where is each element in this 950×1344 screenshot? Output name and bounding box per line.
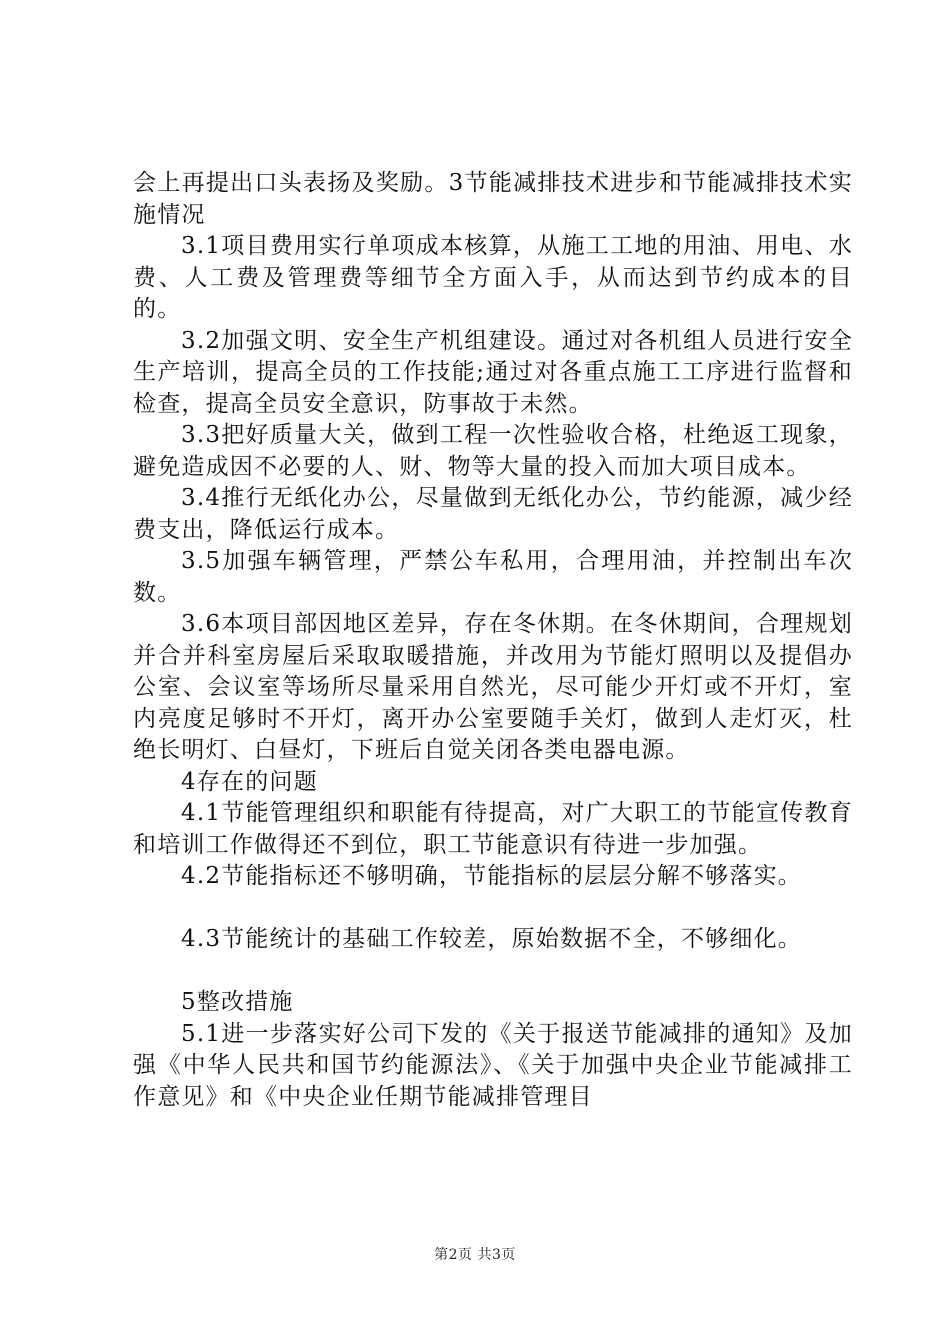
paragraph-4-1: 4.1节能管理组织和职能有待提高，对广大职工的节能宣传教育和培训工作做得还不到位，职工节能意识有待进一步加强。 — [133, 800, 853, 858]
paragraph-3-1: 3.1项目费用实行单项成本核算，从施工工地的用油、用电、水费、人工费及管理费等细节全方面入手，从而达到节约成本的目的。 — [133, 233, 853, 322]
paragraph-3-2: 3.2加强文明、安全生产机组建设。通过对各机组人员进行安全生产培训，提高全员的工作技能;通过对各重点施工工序进行监督和检查，提高全员安全意识，防事故于未然。 — [133, 327, 853, 417]
page-number-label: 第2页 共3页 — [434, 1247, 516, 1263]
paragraph-1: 会上再提出口头表扬及奖励。3节能减排技术进步和节能减排技术实施情况 — [133, 170, 853, 228]
paragraph-4-2: 4.2节能指标还不够明确，节能指标的层层分解不够落实。 — [181, 863, 802, 889]
paragraph-spacer — [133, 956, 853, 988]
paragraph-3-6: 3.6本项目部因地区差异，存在冬休期。在冬休期间，合理规划并合并科室房屋后采取取暖措施，并改用为节能灯照明以及提倡办公室、会议室等场所尽量采用自然光，尽可能少开灯或不开灯，室内亮度足够时不开灯，离开办公室要随手关灯，做到人走灯灭，杜绝长明灯、白昼灯，下班后自觉关闭各类电器电源。 — [133, 611, 853, 763]
paragraph-5-1: 5.1进一步落实好公司下发的《关于报送节能减排的通知》及加强《中华人民共和国节约能源法》、《关于加强中央企业节能减排工作意见》和《中央企业任期节能减排管理目 — [133, 1020, 853, 1110]
paragraph-4-3: 4.3节能统计的基础工作较差，原始数据不全，不够细化。 — [181, 926, 802, 952]
paragraph-spacer — [133, 893, 853, 925]
paragraph-3-3: 3.3把好质量大关，做到工程一次性验收合格，杜绝返工现象，避免造成因不必要的人、财、物等大量的投入而加大项目成本。 — [133, 422, 853, 480]
section-heading-4: 4存在的问题 — [181, 768, 318, 795]
paragraph-3-4: 3.4推行无纸化办公，尽量做到无纸化办公，节约能源，减少经费支出，降低运行成本。 — [133, 485, 853, 543]
section-heading-5: 5整改措施 — [181, 989, 294, 1015]
page-footer — [0, 1244, 950, 1264]
paragraph-3-5: 3.5加强车辆管理，严禁公车私用，合理用油，并控制出车次数。 — [133, 548, 853, 606]
document-body — [133, 168, 853, 1113]
